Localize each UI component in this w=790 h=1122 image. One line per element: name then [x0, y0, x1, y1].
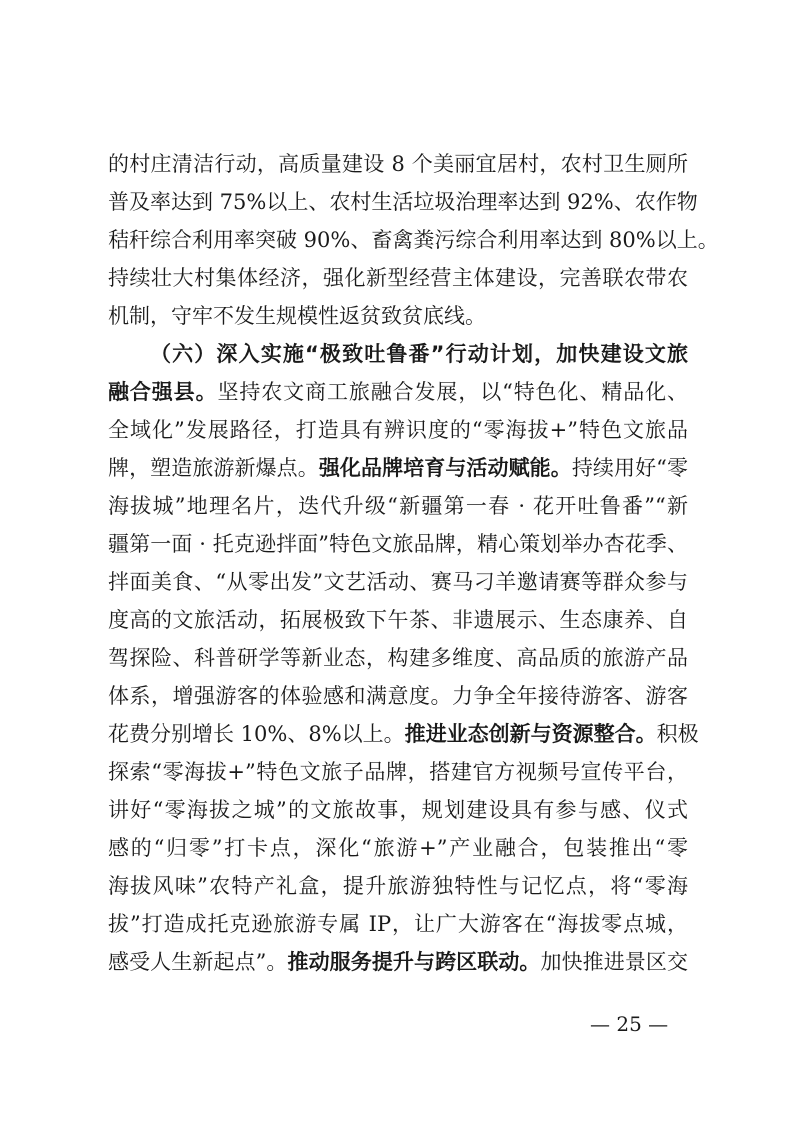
text-line: 讲好“零海拔之城”的文旅故事，规划建设具有参与感、仪式	[108, 798, 688, 822]
text-line	[108, 715, 699, 753]
text-line: 的村庄清洁行动，高质量建设 8 个美丽宜居村，农村卫生厕所	[108, 152, 688, 176]
text-line: 感的“归零”打卡点，深化“旅游+”产业融合，包装推出“零	[108, 836, 688, 860]
text-line: 疆第一面 · 托克逊拌面”特色文旅品牌，精心策划举办杏花季、	[108, 532, 688, 556]
text-span: 感受人生新起点”。	[108, 950, 288, 974]
text-line: 秸秆综合利用率突破 90%、畜禽粪污综合利用率达到 80%以上。	[108, 228, 719, 252]
text-line: 普及率达到 75%以上、农村生活垃圾治理率达到 92%、农作物	[108, 190, 698, 214]
subsection-lead: 强化品牌培育与活动赋能。	[318, 455, 572, 480]
section-heading-text: （六）深入实施“极致吐鲁番”行动计划，加快建设文旅	[150, 342, 688, 366]
text-span: 花费分别增长 10%、8%以上。	[108, 722, 405, 746]
subsection-lead: 推动服务提升与跨区联动。	[287, 949, 541, 974]
text-span: 加快推进景区交	[540, 950, 688, 974]
subsection-lead: 推进业态创新与资源整合。	[404, 721, 657, 746]
body-text	[108, 145, 719, 981]
text-line: 拌面美食、“从零出发”文艺活动、赛马刁羊邀请赛等群众参与	[108, 570, 688, 594]
text-line: 探索“零海拔+”特色文旅子品牌，搭建官方视频号宣传平台，	[108, 760, 688, 784]
section-heading	[108, 335, 688, 373]
text-line	[108, 943, 688, 981]
text-span: 持续用好“零	[571, 456, 688, 480]
text-line	[108, 449, 688, 487]
text-line	[108, 373, 688, 411]
text-line: 驾探险、科普研学等新业态，构建多维度、高品质的旅游产品	[108, 646, 688, 670]
text-span: 坚持农文商工旅融合发展，以“特色化、精品化、	[217, 380, 689, 404]
text-line: 机制，守牢不发生规模性返贫致贫底线。	[108, 304, 486, 328]
text-line: 持续壮大村集体经济，强化新型经营主体建设，完善联农带农	[108, 266, 688, 290]
text-line: 海拔城”地理名片，迭代升级“新疆第一春 · 花开吐鲁番”“新	[108, 494, 688, 518]
text-line: 度高的文旅活动，拓展极致下午茶、非遗展示、生态康养、自	[108, 608, 688, 632]
text-span: 积极	[656, 722, 699, 746]
section-heading-text: 融合强县。	[108, 380, 218, 404]
text-line: 全域化”发展路径，打造具有辨识度的“零海拔+”特色文旅品	[108, 418, 688, 442]
page-number: — 25 —	[590, 1012, 669, 1036]
text-line: 体系，增强游客的体验感和满意度。力争全年接待游客、游客	[108, 684, 688, 708]
text-line: 海拔风味”农特产礼盒，提升旅游独特性与记忆点，将“零海	[108, 874, 688, 898]
text-line: 拔”打造成托克逊旅游专属 IP，让广大游客在“海拔零点城，	[108, 912, 688, 936]
text-span: 牌，塑造旅游新爆点。	[108, 456, 319, 480]
